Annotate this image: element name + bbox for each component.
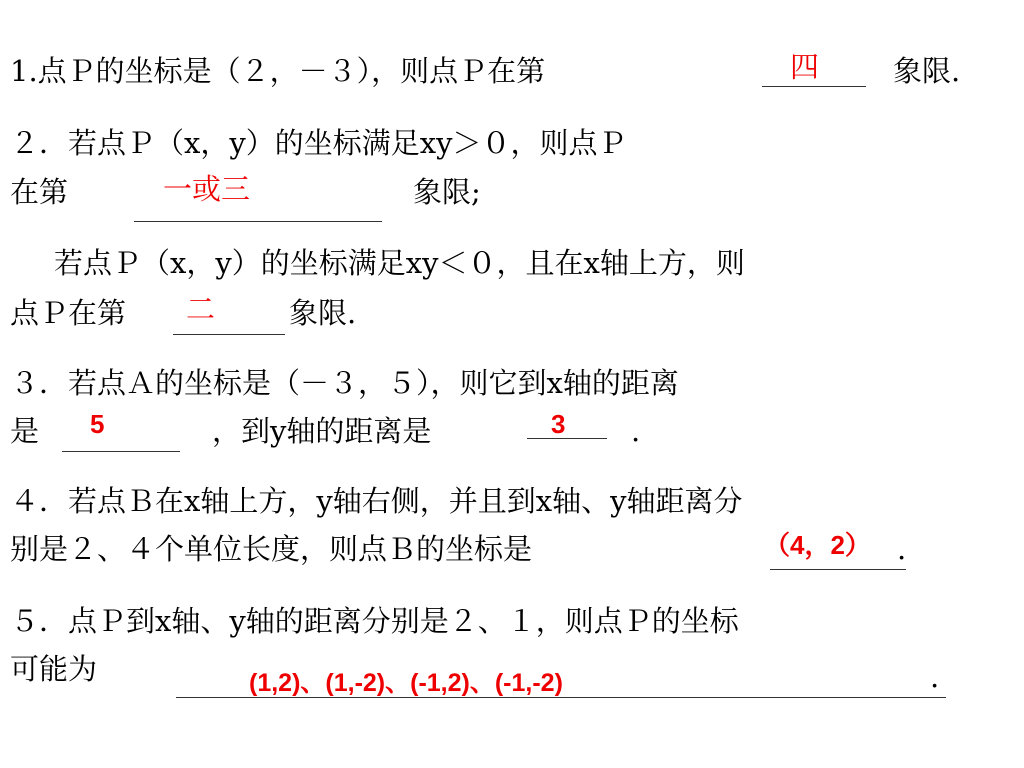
q4-blank-line [770,569,906,570]
q3-line1: ３．若点Ａ的坐标是（－３，５），则它到x轴的距离 [10,366,679,400]
q5-blank-line [176,697,946,698]
q2-line4-suffix: 象限. [289,296,357,330]
q1-text: 1.点Ｐ的坐标是（２，－３），则点Ｐ在第 [10,54,546,88]
q4-line1: ４．若点Ｂ在x轴上方，y轴右侧，并且到x轴、y轴距离分 [10,484,743,518]
q1-blank-line [762,86,866,87]
q3-blank-line2 [527,438,607,439]
q1-answer: 四 [790,50,820,84]
q4-answer: （4，2） [764,530,871,560]
q3-line2-mid: ，到y轴的距离是 [212,414,432,448]
q3-blank-line1 [62,451,180,452]
q2-blank-line2 [173,334,285,335]
q5-suffix: . [930,660,940,694]
q2-blank-line1 [134,221,382,222]
q1-suffix: 象限. [893,54,961,88]
q5-line2: 可能为 [10,652,98,686]
q2-line2-suffix: 象限; [413,175,481,209]
q3-line2-suffix: . [631,414,641,448]
q5-line1: ５．点Ｐ到x轴、y轴的距离分别是２、１，则点Ｐ的坐标 [10,604,739,638]
q5-answer: (1,2)、(1,-2)、(-1,2)、(-1,-2) [249,669,563,697]
q2-line2-prefix: 在第 [10,175,69,209]
q2-line1: ２．若点Ｐ（x，y）的坐标满足xy＞０，则点Ｐ [10,126,627,160]
q2-answer1: 一或三 [163,172,251,206]
q3-answer2: 3 [551,409,566,439]
q3-answer1: 5 [90,409,105,439]
q4-line2: 别是２、４个单位长度，则点Ｂ的坐标是 [10,532,533,566]
q2-line4-prefix: 点Ｐ在第 [10,296,127,330]
q2-line3: 若点Ｐ（x，y）的坐标满足xy＜０，且在x轴上方，则 [54,246,745,280]
q3-line2-prefix: 是 [10,414,40,448]
q2-answer2: 二 [186,292,216,326]
q4-suffix: . [897,532,907,566]
